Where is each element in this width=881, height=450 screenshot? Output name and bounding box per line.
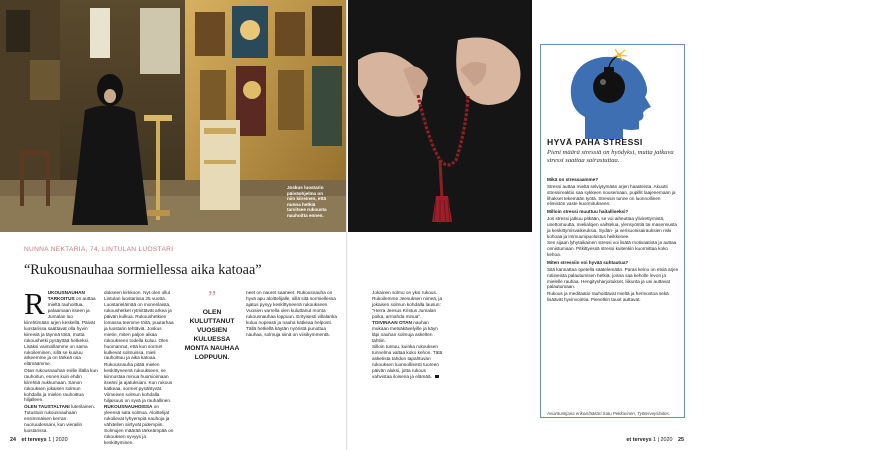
stress-info-box — [540, 44, 685, 418]
footer-right — [626, 437, 684, 443]
magazine-brand-right: et terveys — [626, 437, 652, 443]
issue-left: 1 | 2020 — [48, 437, 68, 443]
end-mark-icon — [435, 375, 438, 378]
column-1-lead: UKOUSNAUHAN TARKOITUS — [47, 290, 85, 301]
column-1-sub-text: luterilainen. Tutustuin rukousnauhaan ensimmäisen kerran nuoruudessani, kun vierailin luostarissa. — [24, 403, 96, 433]
box-paragraph-3b: Rukous ja meditaatio rauhoittavat mieltä ja hermostoa sekä lisäävät hyvinvointia. Pienetkin tauot auttavat. — [547, 291, 669, 303]
box-heading-2: Milloin stressi muuttuu haitalliseksi? — [547, 209, 629, 215]
article-headline: “Rukousnauhaa sormiellessa aika katoaa” — [24, 262, 262, 278]
article-column-1 — [24, 286, 98, 434]
page-number-left: 24 — [10, 437, 16, 443]
article-column-3 — [246, 290, 342, 338]
box-body — [547, 175, 679, 304]
box-heading-1: Mikä on stressaamme? — [547, 177, 599, 182]
column-1-text: on auttaa mieltä rauhoittua, palaamaan itseen ja Jumalan luo kiirehtimään arjen keskellä. Päivät luostarissa saattavat olla hyvin kiireisiä ja täynnä töitä, mutta rukoushetki pysäyttää hetkeksi. Lisäksi vaimoillamme on sama rukoileminen, sillä se kuuluu arkeemme ja on tärkeä osa elämäämme. — [24, 295, 96, 367]
article-column-2 — [104, 290, 176, 446]
quote-mark-icon: ” — [208, 287, 216, 307]
box-credit: Asiantuntijana erikoislääkäri Satu Pekkarinen, Työterveyslaitos. — [547, 411, 670, 416]
column-3-text: neet on nauret saaneet. Rukousnauha on hyvä apu aloittelijalle, sillä sitä sormiellessa ajatus pysyy keskittyneenä rukoukseen. — [246, 290, 336, 307]
box-intro: Pieni määrä stressiä on hyödyksi, mutta jatkuva stressi saattaa sairastuttaa. — [547, 149, 674, 164]
column-2-text: dokseen kirkkoon. Nyt olen ollut Lintulan luostarissa 25 vuotta. Luostarielämää on monenlaista, rukoushetket rytmittävät arkea ja päivän kulkua. Rukoushetkien lomassa teemme töitä, puutarhaa ja luostarin tehtäviä. Joskus mietin, miten paljon aikaa rukoukseen todella kuluu. Olen huomannut, että kun sormet kulkevat solmuissa, mieli rauhoittuu ja aika katoaa. — [104, 290, 174, 361]
rosary-illustration — [348, 0, 532, 232]
column-2-text-2: Rukousnauha pitää mielen keskittyneenä rukoukseen, se kiinnostaa minua huomioimaan itseäni ja ajatuksiani. Kun rukous katkeaa, sormet pysähtyvät. — [104, 361, 173, 391]
box-paragraph-2b: Sen sijaan lyhytaikainen stressi voi lisätä motivaatiota ja auttaa onnistumaan. Pitkittyessä stressi kuitenkin kuormittaa koko kehoa. — [547, 240, 677, 258]
column-1-text-2: Otan rukousnauhan esille illalla kun rauhoitun, ennen kuin ehdin kiirehtiä nukkumaan. Sanon rukouksen jokaisen solmun kohdalla ja mielen rauhoittua hiljalleen. — [24, 367, 98, 403]
column-2-text-3: Viimeisen solmun kohdalla hiljaisuus on syvä ja rauhallinen. — [104, 391, 172, 403]
page-number-right: 25 — [678, 437, 684, 443]
footer-left — [10, 437, 68, 443]
photo-caption-right: Nyörisiä punottuna rukousnauhassa on 50 solmua. — [844, 194, 881, 216]
magazine-brand-left: et terveys — [21, 437, 47, 443]
article-column-4 — [372, 290, 446, 380]
drop-cap: R — [24, 286, 45, 321]
box-paragraph-3: Sitä kannattaa opetella säätelemään. Paras keino on etsiä arjen rutiineista palautumisen hetkiä, joissa saa keholle levon ja mielelle rauhaa. Hengitysharjoitukset, liikunta ja uni auttavat palautumaan. — [547, 266, 679, 290]
box-heading-3: Miten stressiin voi hyvää suhtautua? — [547, 259, 629, 265]
box-paragraph-2: Jos stressi jatkuu pitkään, se voi aiheuttaa ylivirettymistä, unettomuutta, mielialojen vaihtelua, ylensyöntiä tai masennusta ja keskittymisvaikeuksia. Sydän- ja verisuonisairauksien riski kohoaa ja immuunipuolustus heikkenee. — [547, 216, 678, 239]
pull-quote — [182, 287, 242, 362]
church-photo — [0, 0, 346, 232]
article-kicker: NUNNA NEKTARIA, 74, LINTULAN LUOSTARI — [24, 246, 174, 253]
box-title: HYVÄ PAHA STRESSI — [547, 137, 643, 147]
column-2-sub-text: on yleensä sata solmua. Aloittelijat rukoilevat lyhyempiä nauhoja ja vähitellen siirtyvät pidempiin. Solmujen määrää tärkeämpää on rukouksen syvyys ja keskittyminen. — [104, 404, 174, 445]
column-3-sub-text: nauhan mukaan metsäkävelyille ja käyn läpi nauhan solmuja askelten tahtiin. — [372, 320, 438, 343]
column-3-subhead: TOIVINAAN OTAN — [372, 320, 412, 326]
box-paragraph-1: Stressi auttaa mieltä selviytymään arjen haasteista. Akuutti stressireaktio saa sykkeen nousemaan, pupillit laajenemaan ja lihakset tekemään työtä. Stressin tunne on luonnollinen elimistön vaste kuormitukseen. — [547, 183, 676, 207]
photo-caption-left: Joskus luostarin päiväohjelma on niin kiireinen, että nunna hetkiä tarvitsee rukousta nauhoitta ennen. — [287, 185, 327, 218]
column-1-subhead: OLEN TAUSTALTANI — [24, 403, 70, 409]
pull-quote-text: OLEN KULUTTANUT VUOSIEN KULUESSA MONTA NAUHAA LOPPUUN. — [184, 309, 240, 361]
column-3-text-3: Jokainen solmu on yksi rukous. Rukoilemme Jeesuksen nimeä, ja jokaisen solmun kohdalla lausun: “Herra Jeesus Kristus Jumalan poika, armahda minua”. — [372, 290, 443, 319]
column-3-text-4: Silloin tuntuu, kuinka rukouksen tunnelma valtaa koko kehon. Tätä asketista tahdon tapahtuvan rukouksen luonnollisesti tuoreen päivän aluksi, jotta rukous vahvistaa iloisena ja elämää. — [372, 344, 443, 379]
column-3-text-2: Vuosien varrella olen kuluttanut monta rukousnauhaa loppuun. Erityisesti villalanka kuluu nopeasti ja nauha katkeaa helposti. Tällä hetkellä käytän nyöristä punottua nauhaa, solmuja siinä on viisikymmentä. — [246, 308, 337, 337]
head-bomb-illustration — [541, 45, 684, 141]
column-2-subhead: RUKOUSNAUHOISSA — [104, 404, 153, 409]
issue-right: 1 | 2020 — [653, 437, 673, 443]
